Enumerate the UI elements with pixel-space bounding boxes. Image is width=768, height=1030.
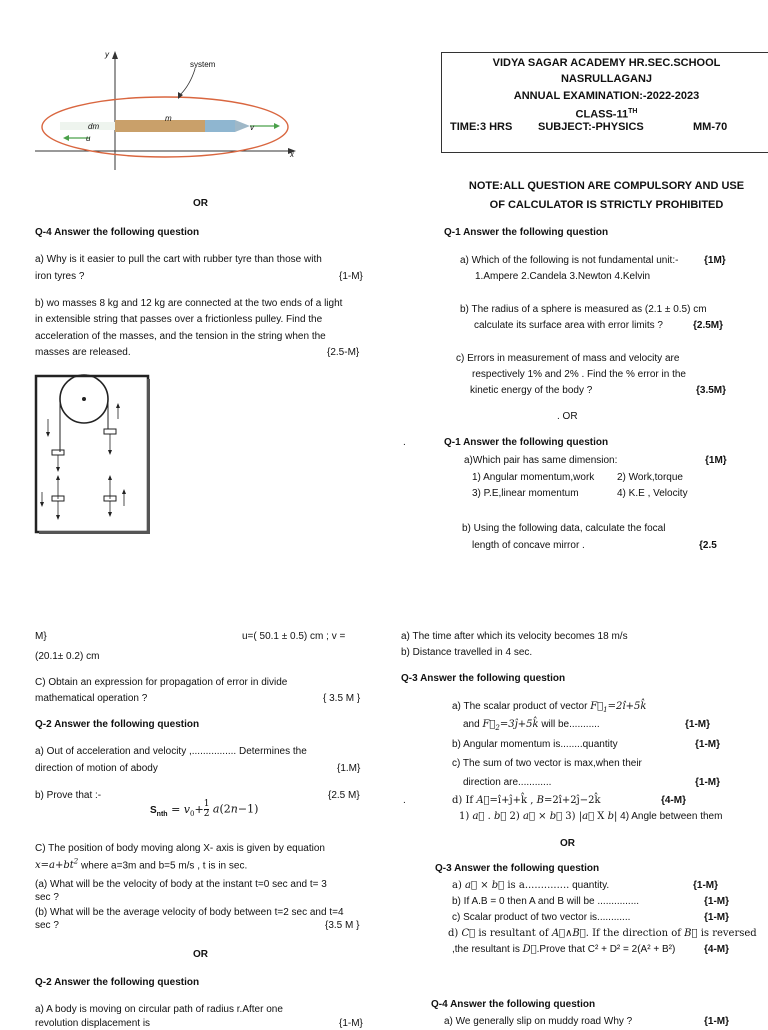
q4b-line-2: in extensible string that passes over a frictionless pulley. Find the bbox=[35, 314, 323, 325]
q1-alt-option-2: 2) Work,torque bbox=[617, 472, 683, 483]
q2c-equation: $x=a+bt^2$ bbox=[35, 858, 79, 872]
q4-bottom-a: a) We generally slip on muddy road Why ? bbox=[444, 1016, 633, 1027]
q2b-marks: {2.5 M} bbox=[328, 790, 360, 801]
q3d-condition: d) If A⃗=î+ĵ+k̂ , B=2î+2ĵ−2k̂ bbox=[452, 795, 601, 806]
q3-alt-d-line-1 bbox=[448, 927, 757, 940]
q1c-line-3: kinetic energy of the body ? bbox=[470, 385, 593, 396]
note-line-1: NOTE:ALL QUESTION ARE COMPULSORY AND USE bbox=[468, 180, 745, 192]
q3b-line: b) Angular momentum is........quantity bbox=[452, 739, 618, 750]
system-figure bbox=[30, 45, 300, 170]
q1-alt-a-marks: {1M} bbox=[705, 455, 727, 466]
q1-alt-heading: Q-1 Answer the following question bbox=[444, 437, 609, 448]
q4-bottom-a-marks: {1-M} bbox=[704, 1016, 730, 1027]
figure-u-label: u bbox=[86, 134, 91, 143]
or-separator-right: . OR bbox=[557, 411, 578, 422]
q1-alt-option-4: 4) K.E , Velocity bbox=[617, 488, 688, 499]
q2-alt-heading: Q-2 Answer the following question bbox=[35, 977, 200, 988]
q3c-line-1: c) The sum of two vector is max,when their bbox=[452, 758, 642, 769]
q1-alt-b-line-2: length of concave mirror . bbox=[472, 540, 585, 551]
q2-alt-a-line-1: a) A body is moving on circular path of radius r.After one bbox=[35, 1004, 283, 1015]
exam-max-marks: MM-70 bbox=[693, 121, 728, 133]
image-distance: (20.1± 0.2) cm bbox=[35, 651, 100, 662]
time-question: a) The time after which its velocity becomes 18 m/s bbox=[401, 631, 628, 642]
q3c-line-2: direction are............ bbox=[463, 777, 552, 788]
q1c-line-1: c) Errors in measurement of mass and velocity are bbox=[456, 353, 680, 364]
q3-alt-b-marks: {1-M} bbox=[704, 896, 730, 907]
figure-v-label: v bbox=[250, 123, 254, 132]
figure-m-label: m bbox=[165, 114, 172, 123]
or-separator-bottom: OR bbox=[193, 949, 208, 960]
q2-alt-a-marks: {1-M} bbox=[339, 1018, 363, 1029]
q1c-alt-line-1: C) Obtain an expression for propagation of error in divide bbox=[35, 677, 288, 688]
q2-heading: Q-2 Answer the following question bbox=[35, 719, 200, 730]
q3a-will-be: will be........... bbox=[541, 719, 600, 730]
distance-question: b) Distance travelled in 4 sec. bbox=[401, 647, 533, 658]
exam-subject: SUBJECT:-PHYSICS bbox=[538, 121, 644, 133]
q3-alt-d-vector: D⃗ bbox=[522, 944, 537, 955]
q2c-line-2 bbox=[35, 856, 247, 872]
q3d-option-1-3: 1) a⃗ . b⃗ 2) a⃗ × b⃗ 3) |a⃗ X b| bbox=[459, 811, 618, 822]
q3-alt-d-line-2 bbox=[452, 943, 675, 956]
q2c-line-3: (a) What will be the velocity of body at the instant t=0 sec and t= 3 bbox=[35, 879, 327, 890]
q3a-and: and bbox=[463, 719, 480, 730]
q3a-marks: {1-M} bbox=[685, 719, 711, 730]
q3-alt-heading: Q-3 Answer the following question bbox=[435, 863, 600, 874]
q3d-option-4: 4) Angle between them bbox=[620, 811, 723, 822]
q3d-line-1 bbox=[452, 794, 601, 807]
q2a-line-2: direction of motion of abody bbox=[35, 763, 158, 774]
object-distance: u=( 50.1 ± 0.5) cm ; v = bbox=[242, 631, 346, 642]
q3a-text: a) The scalar product of vector bbox=[452, 701, 588, 712]
q1-heading: Q-1 Answer the following question bbox=[444, 227, 609, 238]
q3-alt-d-resultant: ,the resultant is bbox=[452, 944, 520, 955]
q3a-vector-f2: $F⃗_2=3ĵ+5k̂$ bbox=[482, 719, 539, 732]
class-superscript: TH bbox=[628, 108, 638, 115]
q1-alt-a: a)Which pair has same dimension: bbox=[464, 455, 618, 466]
q3-heading: Q-3 Answer the following question bbox=[401, 673, 566, 684]
q4b-marks: {2.5-M} bbox=[327, 347, 360, 358]
stray-dot: . bbox=[403, 437, 406, 448]
exam-header-box bbox=[441, 52, 768, 153]
q2a-line-1: a) Out of acceleration and velocity ,................ Determines the bbox=[35, 746, 307, 757]
q3c-marks: {1-M} bbox=[695, 777, 721, 788]
q3-alt-d-prove: .Prove that C² + D² = 2(A² + B²) bbox=[536, 944, 676, 955]
q1a-line-1: a) Which of the following is not fundamental unit:- bbox=[460, 255, 679, 266]
or-separator: OR bbox=[193, 198, 208, 209]
q1b-marks: {2.5M} bbox=[693, 320, 724, 331]
q1-alt-b-line-1: b) Using the following data, calculate the focal bbox=[462, 523, 666, 534]
q3b-marks: {1-M} bbox=[695, 739, 721, 750]
q3a-vector-f1: $F⃗_1=2î+5k̂$ bbox=[590, 701, 647, 714]
q1a-options: 1.Ampere 2.Candela 3.Newton 4.Kelvin bbox=[475, 271, 651, 282]
q3-alt-a-text: quantity. bbox=[572, 880, 610, 891]
q3a-line-2 bbox=[463, 718, 600, 735]
q2a-marks: {1.M} bbox=[337, 763, 361, 774]
q1c-alt-line-2: mathematical operation ? bbox=[35, 693, 148, 704]
or-separator-right-bottom: OR bbox=[560, 838, 575, 849]
q3a-line-1 bbox=[452, 700, 646, 717]
class-label: CLASS-11 bbox=[575, 108, 629, 121]
q4a-line-1: a) Why is it easier to pull the cart with rubber tyre than those with bbox=[35, 254, 322, 265]
q2b-line: b) Prove that :- bbox=[35, 790, 102, 801]
stray-dot-2: . bbox=[403, 795, 406, 806]
marks-continuation: M} bbox=[35, 631, 47, 642]
figure-y-label: y bbox=[105, 50, 109, 59]
q1b-line-2: calculate its surface area with error limits ? bbox=[474, 320, 663, 331]
q3-alt-a bbox=[452, 879, 609, 892]
q3d-marks: {4-M} bbox=[661, 795, 687, 806]
q2c-line-6: sec ? bbox=[35, 920, 59, 931]
exam-time: TIME:3 HRS bbox=[450, 121, 513, 133]
q1-alt-b-marks: {2.5 bbox=[699, 540, 717, 551]
q2c-line-4: sec ? bbox=[35, 892, 59, 903]
q3-alt-d-statement: d) C⃗ is resultant of A⃗∧B⃗. If the direction of B⃗ is reversed bbox=[448, 928, 757, 939]
q4a-line-2: iron tyres ? bbox=[35, 271, 85, 282]
q2c-marks: {3.5 M } bbox=[325, 920, 360, 931]
note-line-2: OF CALCULATOR IS STRICTLY PROHIBITED bbox=[489, 199, 724, 211]
q3-alt-a-prefix: a) a⃗ × b⃗ is a.............. bbox=[452, 880, 570, 891]
figure-dm-label: dm bbox=[88, 122, 100, 131]
q4b-line-4: masses are released. bbox=[35, 347, 131, 358]
q1-alt-option-3: 3) P.E,linear momentum bbox=[472, 488, 579, 499]
school-name: VIDYA SAGAR ACADEMY HR.SEC.SCHOOL bbox=[492, 57, 721, 69]
q3-alt-c: c) Scalar product of two vector is............ bbox=[452, 912, 631, 923]
q4-bottom-heading: Q-4 Answer the following question bbox=[431, 999, 596, 1010]
q1-alt-option-1: 1) Angular momentum,work bbox=[472, 472, 595, 483]
q2c-line-2-text: where a=3m and b=5 m/s , t is in sec. bbox=[81, 860, 248, 872]
pulley-figure bbox=[34, 374, 150, 534]
q4a-marks: {1-M} bbox=[339, 271, 363, 282]
q3-alt-a-marks: {1-M} bbox=[693, 880, 719, 891]
q2c-line-5: (b) What will be the average velocity of body between t=2 sec and t=4 bbox=[35, 907, 344, 918]
exam-name: ANNUAL EXAMINATION:-2022-2023 bbox=[513, 90, 700, 102]
q1c-alt-marks: { 3.5 M } bbox=[323, 693, 361, 704]
q3-alt-c-marks: {1-M} bbox=[704, 912, 730, 923]
q3-alt-b: b) If A.B = 0 then A and B will be ............... bbox=[452, 896, 640, 907]
q2-alt-a-line-2: revolution displacement is bbox=[35, 1018, 151, 1029]
q4-heading: Q-4 Answer the following question bbox=[35, 227, 200, 238]
class-line bbox=[442, 105, 768, 122]
figure-system-label: system bbox=[190, 60, 216, 69]
q4b-line-1: b) wo masses 8 kg and 12 kg are connected at the two ends of a light bbox=[35, 298, 343, 309]
q2b-formula: $S_{nth} = v_0+$ $\frac{1}{2}$ a(2n−1) bbox=[150, 799, 259, 819]
q2c-line-1: C) The position of body moving along X- axis is given by equation bbox=[35, 843, 325, 854]
q1c-line-2: respectively 1% and 2% . Find the % error in the bbox=[472, 369, 686, 380]
q3-alt-d-marks: {4-M} bbox=[704, 944, 730, 955]
school-place: NASRULLAGANJ bbox=[560, 73, 653, 85]
q1c-marks: {3.5M} bbox=[696, 385, 727, 396]
figure-x-label: x bbox=[290, 150, 294, 159]
q1b-line-1: b) The radius of a sphere is measured as (2.1 ± 0.5) cm bbox=[460, 304, 707, 315]
q4b-line-3: acceleration of the masses, and the tension in the string when the bbox=[35, 331, 326, 342]
q1a-marks: {1M} bbox=[704, 255, 726, 266]
q3d-options bbox=[459, 810, 722, 823]
